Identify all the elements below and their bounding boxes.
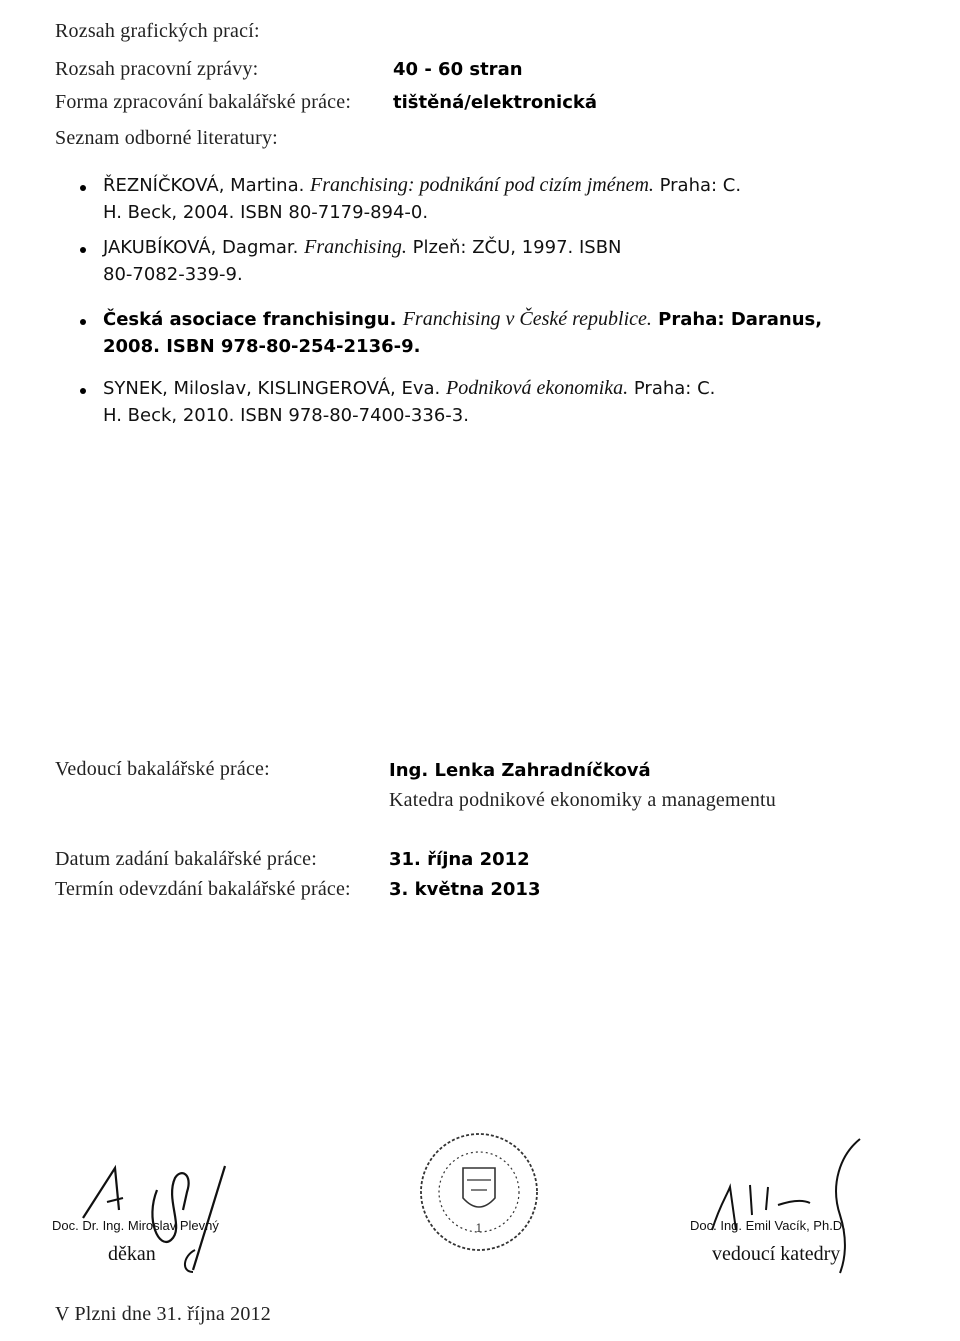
dean-title: děkan bbox=[108, 1243, 156, 1265]
university-stamp-icon bbox=[415, 1128, 543, 1256]
dean-name: Doc. Dr. Ing. Miroslav Plevný bbox=[52, 1218, 219, 1233]
reference-title: Franchising. bbox=[304, 236, 407, 258]
reference-item bbox=[103, 234, 622, 288]
dean-signature-icon bbox=[75, 1140, 255, 1275]
supervisor-label: Vedoucí bakalářské práce: bbox=[55, 758, 270, 780]
reference-publisher: Praha: C. bbox=[628, 378, 716, 399]
reference-authors: JAKUBÍKOVÁ, Dagmar. bbox=[103, 237, 305, 258]
supervisor-department: Katedra podnikové ekonomiky a managementu bbox=[389, 789, 776, 811]
bullet-icon bbox=[80, 185, 86, 191]
head-title: vedoucí katedry bbox=[712, 1243, 841, 1265]
reference-title: Podniková ekonomika. bbox=[446, 377, 629, 399]
form-label: Forma zpracování bakalářské práce: bbox=[55, 91, 352, 113]
assigned-date-label: Datum zadání bakalářské práce: bbox=[55, 848, 317, 870]
reference-publisher: Plzeň: ZČU, 1997. ISBN bbox=[406, 237, 622, 258]
head-name: Doc. Ing. Emil Vacík, Ph.D. bbox=[690, 1218, 846, 1233]
reference-item bbox=[103, 172, 741, 226]
reference-isbn: H. Beck, 2004. ISBN 80-7179-894-0. bbox=[103, 202, 429, 223]
stamp-number: 1 bbox=[475, 1222, 483, 1235]
bullet-icon bbox=[80, 247, 86, 253]
reference-isbn: 80-7082-339-9. bbox=[103, 264, 243, 285]
graphics-scope-label: Rozsah grafických prací: bbox=[55, 20, 260, 42]
literature-label: Seznam odborné literatury: bbox=[55, 127, 278, 149]
reference-isbn: 2008. ISBN 978-80-254-2136-9. bbox=[103, 336, 421, 357]
reference-publisher: Praha: Daranus, bbox=[651, 309, 823, 330]
report-scope-value: 40 - 60 stran bbox=[393, 59, 523, 80]
deadline-label: Termín odevzdání bakalářské práce: bbox=[55, 878, 351, 900]
reference-item bbox=[103, 306, 822, 360]
deadline-value: 3. května 2013 bbox=[389, 879, 541, 900]
reference-title: Franchising v České republice. bbox=[402, 308, 652, 330]
supervisor-name: Ing. Lenka Zahradníčková bbox=[389, 760, 651, 781]
reference-isbn: H. Beck, 2010. ISBN 978-80-7400-336-3. bbox=[103, 405, 469, 426]
reference-authors: ŘEZNÍČKOVÁ, Martina. bbox=[103, 175, 311, 196]
reference-publisher: Praha: C. bbox=[653, 175, 742, 196]
report-scope-label: Rozsah pracovní zprávy: bbox=[55, 58, 259, 80]
reference-title: Franchising: podnikání pod cizím jménem. bbox=[310, 174, 654, 196]
place-date: V Plzni dne 31. října 2012 bbox=[55, 1303, 271, 1325]
bullet-icon bbox=[80, 388, 86, 394]
form-value: tištěná/elektronická bbox=[393, 92, 598, 113]
assigned-date-value: 31. října 2012 bbox=[389, 849, 530, 870]
reference-authors: SYNEK, Miloslav, KISLINGEROVÁ, Eva. bbox=[103, 378, 446, 399]
reference-authors: Česká asociace franchisingu. bbox=[103, 309, 403, 330]
bullet-icon bbox=[80, 319, 86, 325]
reference-item bbox=[103, 375, 715, 429]
